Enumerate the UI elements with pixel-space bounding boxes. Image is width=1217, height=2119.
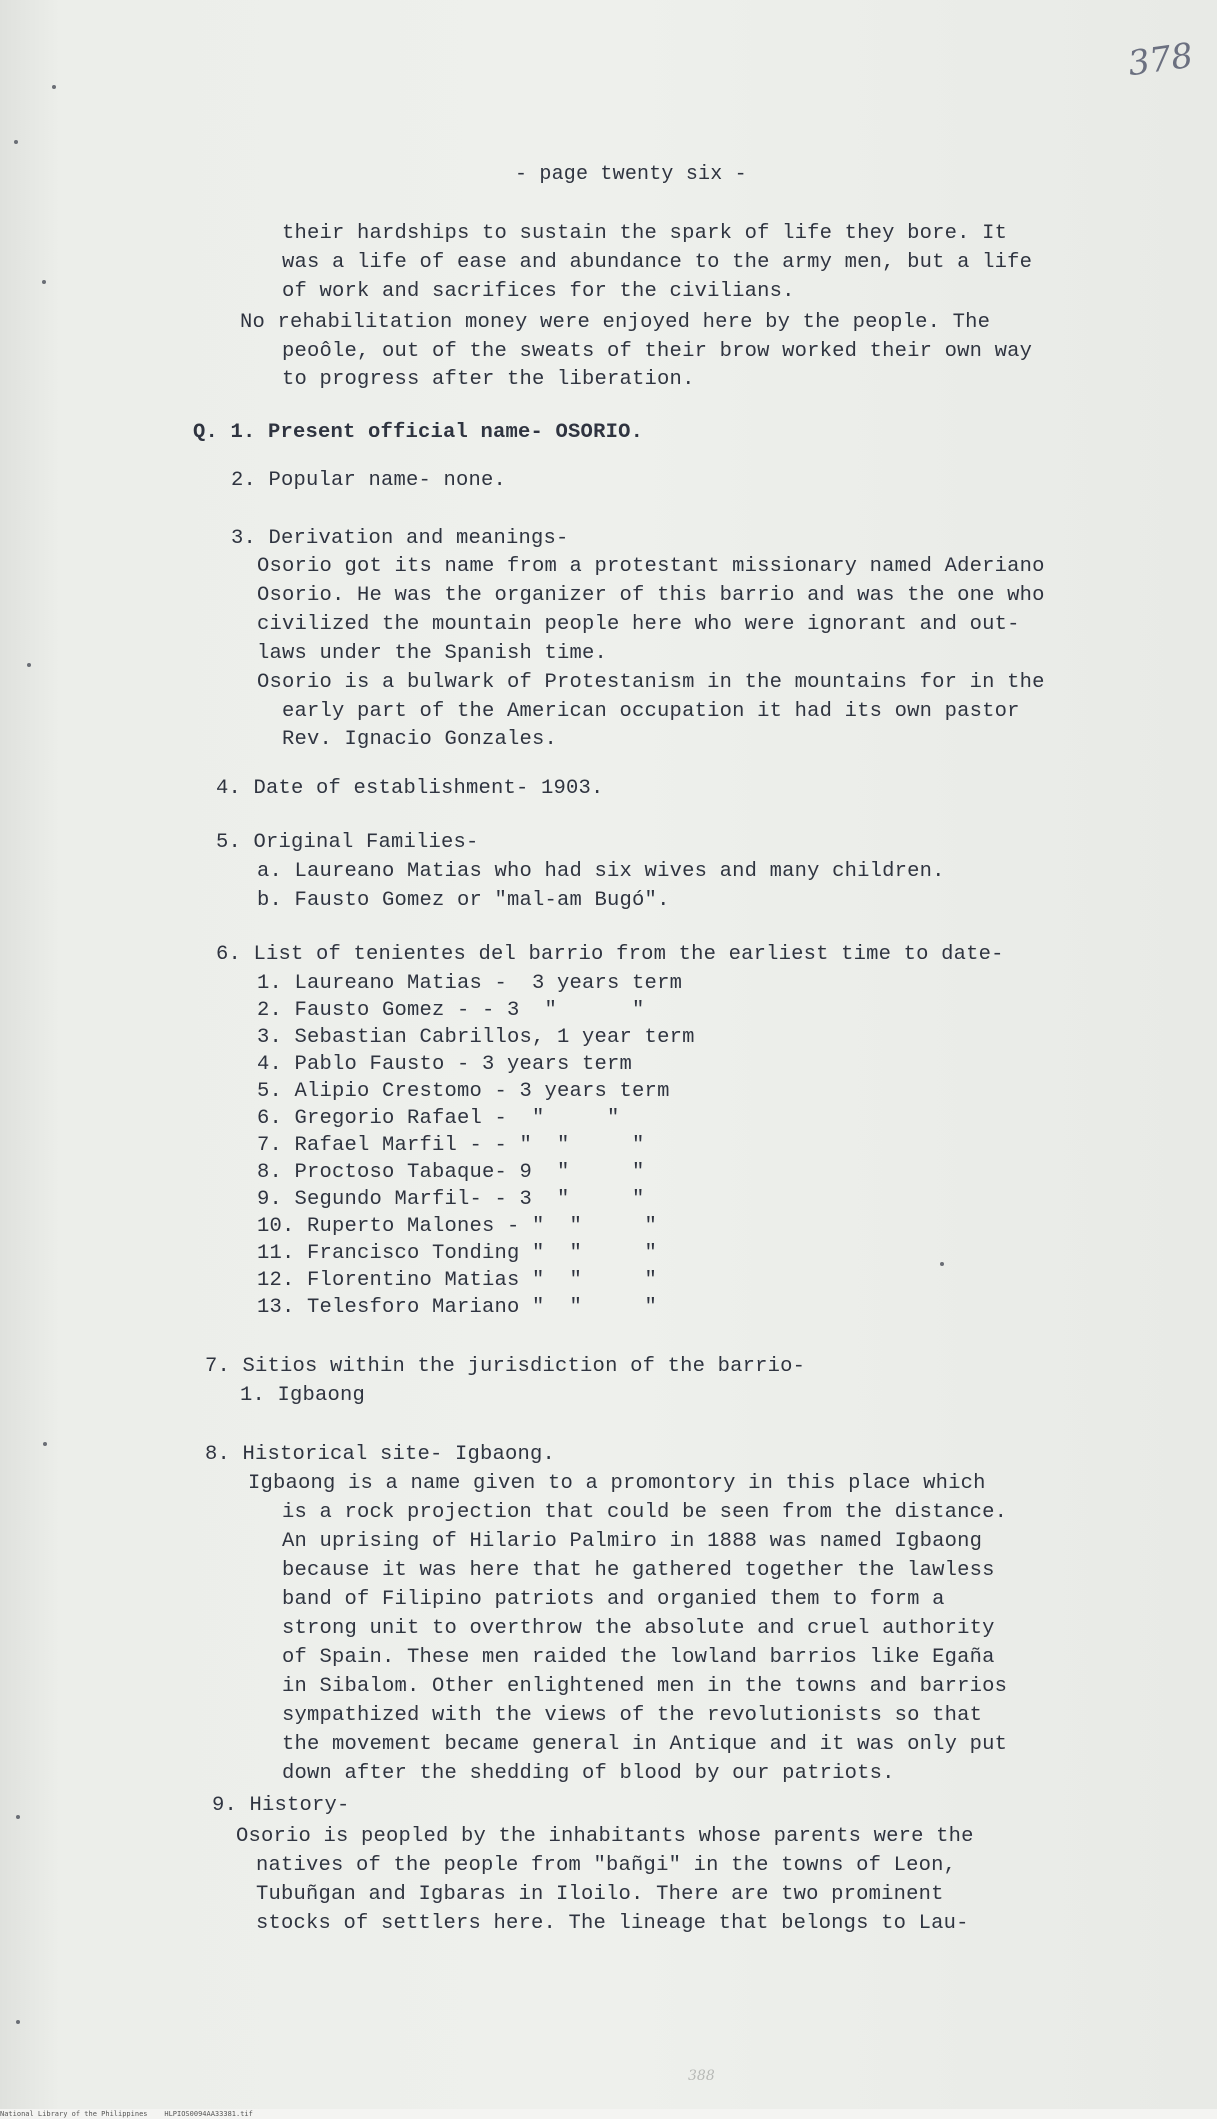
question-3-line: Rev. Ignacio Gonzales. (282, 728, 558, 751)
question-3-line: civilized the mountain people here who were ignorant and out- (257, 613, 1020, 636)
question-6-title: 6. List of tenientes del barrio from the earliest time to date- (216, 943, 1004, 966)
teniente-row: 9. Segundo Marfil- - 3 " " (257, 1188, 645, 1211)
margin-speck (14, 140, 18, 144)
margin-speck (42, 280, 46, 284)
margin-speck (43, 1442, 47, 1446)
question-9-line: stocks of settlers here. The lineage that belongs to Lau- (256, 1912, 969, 1935)
question-5-line: b. Fausto Gomez or "mal-am Bugó". (257, 889, 670, 912)
teniente-row: 3. Sebastian Cabrillos, 1 year term (257, 1026, 695, 1049)
teniente-row: 4. Pablo Fausto - 3 years term (257, 1053, 633, 1076)
question-5-line: a. Laureano Matias who had six wives and many children. (257, 860, 945, 883)
question-8-line: in Sibalom. Other enlightened men in the towns and barrios (282, 1675, 1008, 1698)
question-8-line: the movement became general in Antique and it was only put (282, 1733, 1008, 1756)
archive-stamp-number: 388 (688, 2068, 715, 2084)
teniente-row: 7. Rafael Marfil - - " " " (257, 1134, 645, 1157)
question-9-title: 9. History- (212, 1794, 350, 1817)
margin-speck (16, 1815, 20, 1819)
question-3-line: early part of the American occupation it had its own pastor (282, 700, 1020, 723)
page-header: - page twenty six - (515, 163, 747, 186)
question-8-line: Igbaong is a name given to a promontory in this place which (248, 1472, 986, 1495)
handwritten-page-number: 378 (1125, 35, 1196, 85)
question-3-title: 3. Derivation and meanings- (231, 527, 569, 550)
question-4: 4. Date of establishment- 1903. (216, 777, 604, 800)
question-8-line: band of Filipino patriots and organied them to form a (282, 1588, 945, 1611)
intro-line: of work and sacrifices for the civilians. (282, 280, 795, 303)
margin-speck (52, 85, 56, 89)
question-3-line: Osorio is a bulwark of Protestanism in the mountains for in the (257, 671, 1045, 694)
intro-line: to progress after the liberation. (282, 368, 695, 391)
teniente-row: 6. Gregorio Rafael - " " (257, 1107, 620, 1130)
margin-speck (16, 2020, 20, 2024)
intro-line: No rehabilitation money were enjoyed here by the people. The (240, 311, 991, 334)
question-8-line: An uprising of Hilario Palmiro in 1888 was named Igbaong (282, 1530, 983, 1553)
intro-line: their hardships to sustain the spark of life they bore. It (282, 222, 1008, 245)
question-2: 2. Popular name- none. (231, 469, 507, 492)
teniente-row: 11. Francisco Tonding " " " (257, 1242, 658, 1265)
question-8-title: 8. Historical site- Igbaong. (205, 1443, 556, 1466)
question-9-line: natives of the people from "bañgi" in the towns of Leon, (256, 1854, 957, 1877)
question-7-title: 7. Sitios within the jurisdiction of the barrio- (205, 1355, 806, 1378)
question-5-title: 5. Original Families- (216, 831, 479, 854)
teniente-row: 5. Alipio Crestomo - 3 years term (257, 1080, 670, 1103)
intro-line: was a life of ease and abundance to the army men, but a life (282, 251, 1033, 274)
question-8-line: of Spain. These men raided the lowland barrios like Egaña (282, 1646, 995, 1669)
question-8-line: sympathized with the views of the revolutionists so that (282, 1704, 983, 1727)
teniente-row: 1. Laureano Matias - 3 years term (257, 972, 683, 995)
question-3-line: Osorio. He was the organizer of this barrio and was the one who (257, 584, 1045, 607)
teniente-row: 13. Telesforo Mariano " " " (257, 1296, 658, 1319)
question-9-line: Tubuñgan and Igbaras in Iloilo. There are two prominent (256, 1883, 944, 1906)
teniente-row: 10. Ruperto Malones - " " " (257, 1215, 658, 1238)
question-8-line: is a rock projection that could be seen from the distance. (282, 1501, 1008, 1524)
footer-caption: National Library of the Philippines HLPIOS0094AA33381.tif (0, 2109, 1217, 2119)
margin-speck (940, 1262, 944, 1266)
intro-line: peoôle, out of the sweats of their brow worked their own way (282, 340, 1033, 363)
question-3-line: laws under the Spanish time. (257, 642, 608, 665)
teniente-row: 2. Fausto Gomez - - 3 " " (257, 999, 645, 1022)
teniente-row: 8. Proctoso Tabaque- 9 " " (257, 1161, 645, 1184)
question-9-line: Osorio is peopled by the inhabitants whose parents were the (236, 1825, 974, 1848)
margin-speck (27, 663, 31, 667)
question-1: Q. 1. Present official name- OSORIO. (193, 421, 644, 444)
question-8-line: down after the shedding of blood by our patriots. (282, 1762, 895, 1785)
question-7-line: 1. Igbaong (240, 1384, 366, 1407)
question-8-line: strong unit to overthrow the absolute and cruel authority (282, 1617, 995, 1640)
teniente-row: 12. Florentino Matias " " " (257, 1269, 658, 1292)
question-8-line: because it was here that he gathered together the lawless (282, 1559, 995, 1582)
question-3-line: Osorio got its name from a protestant missionary named Aderiano (257, 555, 1045, 578)
